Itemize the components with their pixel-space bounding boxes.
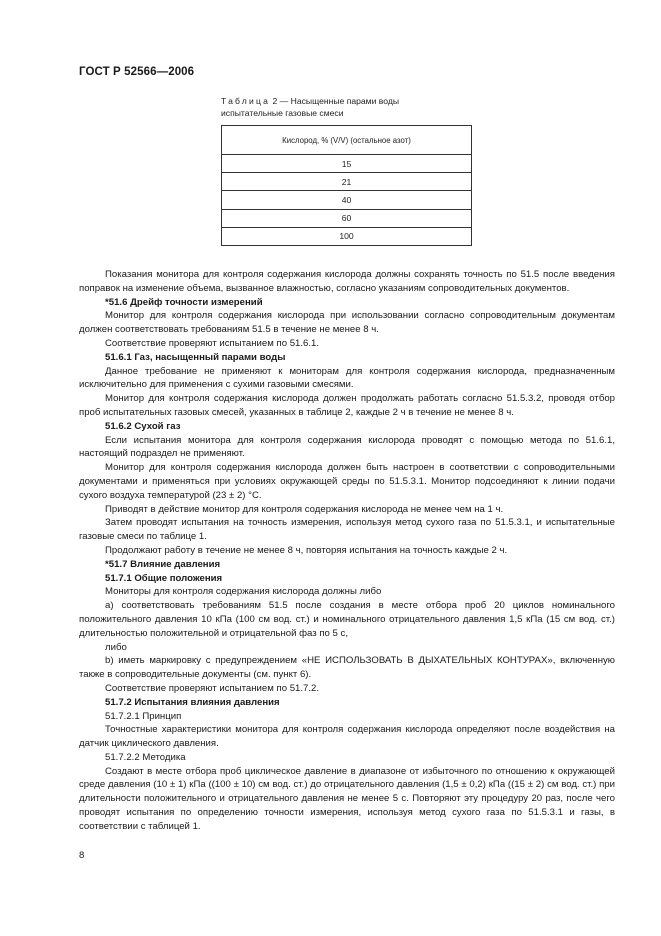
paragraph: Приводят в действие монитор для контроля содержания кислорода не менее чем на 1 ч. xyxy=(105,503,504,515)
paragraph: Точностные характеристики монитора для контроля содержания кислорода определяют после воздействия на датчик циклического давления. xyxy=(79,724,615,750)
table-cell: 15 xyxy=(222,155,472,173)
paragraph: Монитор для контроля содержания кислорода должен продолжать работать согласно 51.5.3.2, проводя отбор проб испытательных газовых смесей, указанных в таблице 2, каждые 2 ч в течение не менее 8 ч. xyxy=(79,393,615,418)
paragraph: Мониторы для контроля содержания кислорода должны либо xyxy=(105,586,382,598)
paragraph: Показания монитора для контроля содержания кислорода должны сохранять точность по 51.5 после введения поправок на изменение объема, вызванное влажностью, согласно указаниям сопроводительных документов. xyxy=(79,269,615,294)
section-heading: 51.7.2 Испытания влияния давления xyxy=(105,696,280,708)
paragraph: Затем проводят испытания на точность измерения, используя метод сухого газа по 51.5.3.1, и испытательные газовые смеси по таблице 1. xyxy=(79,517,615,543)
section-heading: 51.6.2 Сухой газ xyxy=(105,420,181,432)
table-caption-line-1 xyxy=(221,96,399,108)
section-heading: *51.6 Дрейф точности измерений xyxy=(105,296,263,308)
oxygen-concentration-table xyxy=(221,125,472,246)
document-code-header: ГОСТ Р 52566—2006 xyxy=(79,66,195,78)
subsection-heading: 51.7.2.1 Принцип xyxy=(105,710,182,722)
table-row xyxy=(222,227,472,245)
list-item: a) соответствовать требованиям 51.5 после создания в месте отбора проб 20 циклов номинального положительного давления 10 кПа (100 см вод. ст.) и номинального отрицательного давления 1,5 кПа (15 см вод. ст.) длительностью положительной и отрицательной фаз по 5 с, xyxy=(79,600,615,639)
subsection-heading: 51.7.2.2 Методика xyxy=(105,751,186,763)
body-text xyxy=(79,268,615,834)
table-cell: 100 xyxy=(222,227,472,245)
table-row xyxy=(222,173,472,191)
table-row xyxy=(222,191,472,209)
paragraph: Соответствие проверяют испытанием по 51.7.2. xyxy=(105,682,320,694)
paragraph: Монитор для контроля содержания кислорода должен быть настроен в соответствии с сопроводительными документами и применяться при условиях окружающей среды по 51.5.3.1. Монитор подсоединяют к линии подачи сухого воздуха температурой (23 ± 2) °С. xyxy=(79,462,615,501)
table-cell: 40 xyxy=(222,191,472,209)
section-heading: *51.7 Влияние давления xyxy=(105,558,221,570)
paragraph: Данное требование не применяют к мониторам для контроля содержания кислорода, предназначенным исключительно для применения с сухими газовыми смесями. xyxy=(79,365,615,391)
table-row xyxy=(222,155,472,173)
paragraph: Продолжают работу в течение не менее 8 ч, повторяя испытания на точность каждые 2 ч. xyxy=(105,544,508,556)
table-caption-prefix: Таблица xyxy=(221,96,271,106)
list-item: b) иметь маркировку с предупреждением «НЕ ИСПОЛЬЗОВАТЬ В ДЫХАТЕЛЬНЫХ КОНТУРАХ», включенную также в сопроводительные документы (см. пункт 6). xyxy=(79,655,615,681)
table-cell: 60 xyxy=(222,209,472,227)
table-column-header: Кислород, % (V/V) (остальное азот) xyxy=(222,126,472,155)
table-caption xyxy=(221,96,399,119)
paragraph: Создают в месте отбора проб циклическое давление в диапазоне от избыточного по отношению к окружающей среде давления (10 ± 1) кПа ((100 ± 10) см вод. ст.) до отрицательного давления (1,5 ± 0,2) кПа ((15 ± 2) см вод. ст.) при длительности положительного и отрицательного давления не менее 5 с. Повторяют эту процедуру 20 раз, после чего проводят испытания по определению точности измерения, используя метод сухого газа по 51.5.3.1 и газы, в соответствии с таблицей 1. xyxy=(79,765,615,832)
paragraph: либо xyxy=(105,641,127,653)
section-heading: 51.6.1 Газ, насыщенный парами воды xyxy=(105,351,286,363)
table-row xyxy=(222,209,472,227)
table-caption-line-2: испытательные газовые смеси xyxy=(221,107,344,118)
section-heading: 51.7.1 Общие положения xyxy=(105,572,223,584)
paragraph: Соответствие проверяют испытанием по 51.6.1. xyxy=(105,337,320,349)
page-number: 8 xyxy=(79,850,85,861)
paragraph: Монитор для контроля содержания кислорода при использовании согласно сопроводительным документам должен соответствовать требованиям 51.5 в течение не менее 8 ч. xyxy=(79,310,615,336)
paragraph: Если испытания монитора для контроля содержания кислорода проводят с помощью метода по 51.6.1, настоящий подраздел не применяют. xyxy=(79,434,615,460)
table-caption-title: 2 — Насыщенные парами воды xyxy=(270,96,400,106)
table-cell: 21 xyxy=(222,173,472,191)
